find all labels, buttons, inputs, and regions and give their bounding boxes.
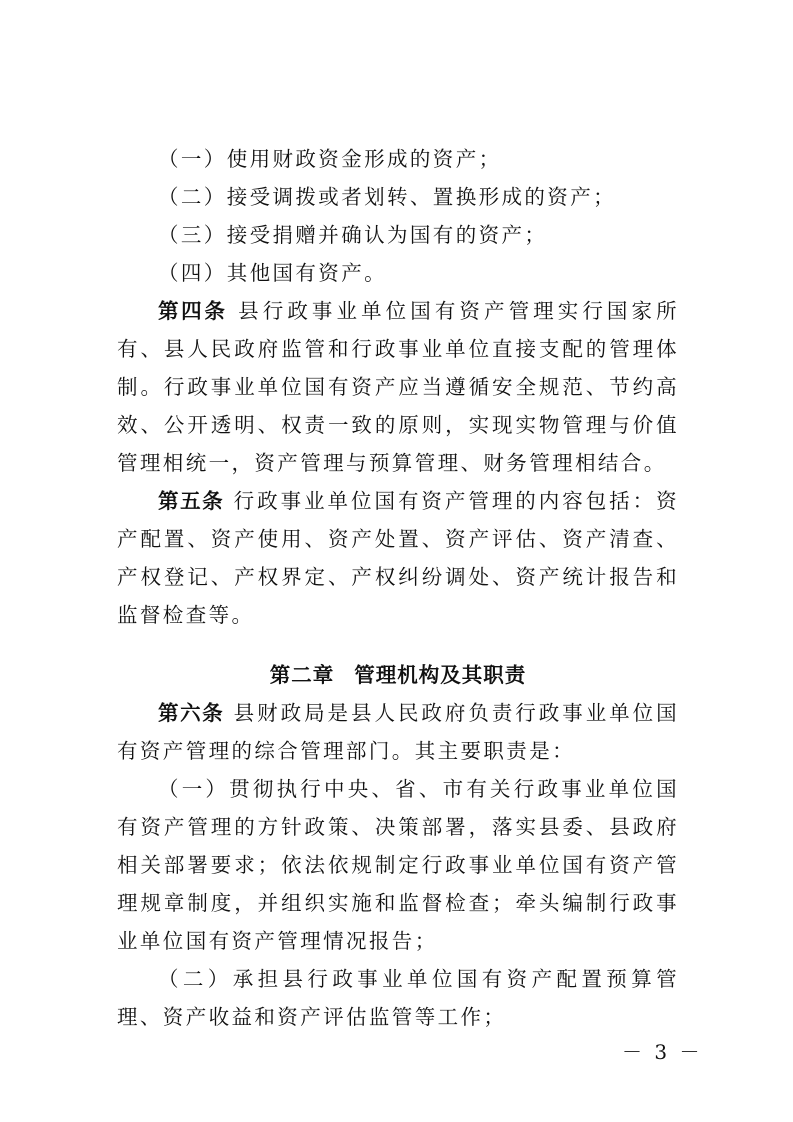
chapter-heading bbox=[117, 656, 679, 694]
list-item: （一）贯彻执行中央、省、市有关行政事业单位国有资产管理的方针政策、决策部署，落实县委、县政府相关部署要求；依法依规制定行政事业单位国有资产管理规章制度，并组织实施和监督检查；牵头编制行政事业单位国有资产管理情况报告； bbox=[117, 777, 679, 953]
article-label: 第五条 bbox=[158, 489, 225, 513]
chapter-number: 第二章 bbox=[269, 663, 335, 687]
page-number: － 3 － bbox=[622, 1040, 703, 1064]
article-6 bbox=[117, 694, 679, 770]
list-item: （三）接受捐赠并确认为国有的资产； bbox=[158, 223, 548, 247]
article-5 bbox=[117, 482, 679, 634]
list-item: （二）承担县行政事业单位国有资产配置预算管理、资产收益和资产评估监管等工作； bbox=[117, 967, 679, 1029]
article-label: 第六条 bbox=[158, 701, 225, 725]
article-text: 行政事业单位国有资产管理的内容包括：资产配置、资产使用、资产处置、资产评估、资产清查、产权登记、产权界定、产权纠纷调处、资产统计报告和监督检查等。 bbox=[117, 489, 680, 627]
chapter-title: 管理机构及其职责 bbox=[354, 663, 527, 687]
list-item: （四）其他国有资产。 bbox=[158, 261, 387, 285]
article-4 bbox=[117, 292, 679, 482]
article-label: 第四条 bbox=[158, 299, 228, 323]
list-item: （一）使用财政资金形成的资产； bbox=[158, 147, 502, 171]
list-item: （二）接受调拨或者划转、置换形成的资产； bbox=[158, 185, 616, 209]
article-text: 县财政局是县人民政府负责行政事业单位国有资产管理的综合管理部门。其主要职责是： bbox=[117, 701, 680, 763]
article-text: 县行政事业单位国有资产管理实行国家所有、县人民政府监管和行政事业单位直接支配的管理体制。行政事业单位国有资产应当遵循安全规范、节约高效、公开透明、权责一致的原则，实现实物管理与价值管理相统一，资产管理与预算管理、财务管理相结合。 bbox=[117, 299, 679, 475]
body-text bbox=[117, 140, 679, 1036]
